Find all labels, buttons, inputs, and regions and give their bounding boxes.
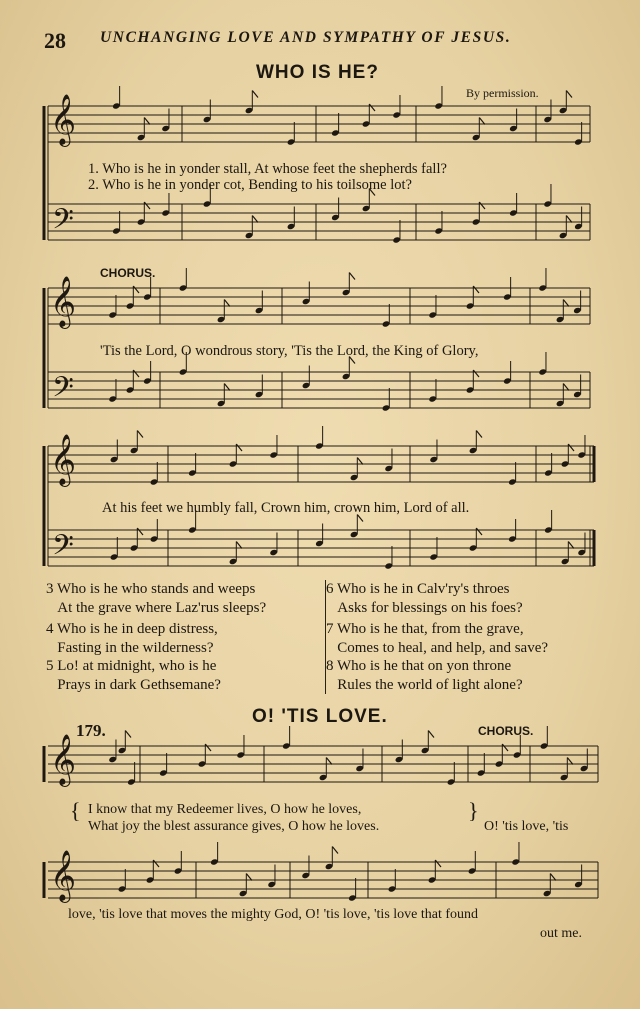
verse-5: 5 Lo! at midnight, who is he Prays in dark Gethsemane?	[46, 658, 221, 693]
treble-note-flag	[357, 458, 363, 465]
verse-2-lyric: 2. Who is he in yonder cot, Bending to his toilsome lot?	[88, 177, 412, 193]
treble-clef: 𝄞	[50, 94, 77, 145]
bass-clef: 𝄢	[52, 371, 74, 411]
hymn2-lyric-3: love, 'tis love that moves the mighty God, O! 'tis love, 'tis love that found	[68, 907, 479, 922]
hymn-title: WHO IS HE?	[256, 62, 379, 83]
hymn2-note-flag	[125, 731, 131, 738]
bass-note-flag	[224, 384, 230, 391]
hymn2-note-flag	[246, 874, 252, 881]
treble-note-flag	[137, 431, 143, 438]
treble-note-flag	[224, 300, 230, 307]
bass-note-flag	[133, 370, 139, 377]
verse-1-lyric: 1. Who is he in yonder stall, At whose feet the shepherds fall?	[88, 161, 447, 177]
verse-6: 6 Who is he in Calv'ry's throes Asks for blessings on his foes?	[326, 581, 523, 616]
hymn2-note-flag	[205, 744, 211, 751]
bass-clef: 𝄢	[52, 203, 74, 243]
bass-note-flag	[476, 528, 482, 535]
hymn2-note-flag	[428, 731, 434, 738]
verse-3: 3 Who is he who stands and weeps At the grave where Laz'rus sleeps?	[46, 581, 267, 616]
treble-note-flag	[252, 91, 258, 98]
hymn-title-2: O! 'TIS LOVE.	[252, 706, 388, 727]
bass-note-flag	[137, 528, 143, 535]
treble-note-flag	[473, 286, 479, 293]
bass-note-flag	[236, 542, 242, 549]
treble-note-flag	[133, 286, 139, 293]
bass-note-flag	[479, 202, 485, 209]
treble-note-flag	[349, 273, 355, 280]
bass-note-flag	[568, 542, 574, 549]
treble-note-flag	[369, 104, 375, 111]
running-title: UNCHANGING LOVE AND SYMPATHY OF JESUS.	[100, 29, 512, 46]
treble-note-flag	[566, 91, 572, 98]
hymn2-lyric-1: I know that my Redeemer lives, O how he loves,	[88, 802, 362, 817]
treble-clef: 𝄞	[50, 434, 77, 485]
bass-clef: 𝄢	[52, 529, 74, 569]
hymn2-note-flag	[502, 744, 508, 751]
treble-note-flag	[476, 431, 482, 438]
treble-note-flag	[568, 444, 574, 451]
verse-4: 4 Who is he in deep distress, Fasting in the wilderness?	[46, 621, 218, 656]
bass-note-flag	[252, 216, 258, 223]
treble-clef: 𝄞	[50, 276, 77, 327]
hymn2-note-flag	[153, 860, 159, 867]
hymn-number: 179.	[76, 721, 106, 740]
chorus-label-2: CHORUS.	[478, 724, 534, 738]
treble-clef: 𝄞	[50, 850, 77, 901]
verse-brace-left: {	[70, 798, 81, 823]
treble-note-flag	[236, 444, 242, 451]
bass-note-flag	[144, 202, 150, 209]
hymn2-chorus-start: O! 'tis love, 'tis	[484, 819, 569, 834]
page-number: 28	[44, 28, 66, 53]
bass-note-flag	[563, 384, 569, 391]
verse-7: 7 Who is he that, from the grave, Comes to heal, and help, and save?	[326, 621, 549, 656]
treble-note-flag	[563, 300, 569, 307]
permission-credit: By permission.	[466, 86, 539, 100]
chorus-lyric-1: 'Tis the Lord, O wondrous story, 'Tis the Lord, the King of Glory,	[100, 343, 479, 359]
hymn2-note-flag	[567, 758, 573, 765]
hymn2-note-flag	[332, 847, 338, 854]
chorus-label: CHORUS.	[100, 266, 156, 280]
verse-brace-right: }	[468, 798, 479, 823]
hymn2-note-flag	[550, 874, 556, 881]
hymn2-lyric-4: out me.	[540, 926, 582, 941]
hymn2-lyric-2: What joy the blest assurance gives, O how he loves.	[88, 819, 380, 834]
verse-8: 8 Who is he that on yon throne Rules the world of light alone?	[326, 658, 523, 693]
bass-note-flag	[473, 370, 479, 377]
hymn2-note-flag	[435, 860, 441, 867]
treble-note-flag	[144, 118, 150, 125]
bass-note-flag	[566, 216, 572, 223]
chorus-lyric-2: At his feet we humbly fall, Crown him, crown him, Lord of all.	[102, 500, 470, 516]
treble-note-flag	[479, 118, 485, 125]
hymn2-note-flag	[326, 758, 332, 765]
treble-clef: 𝄞	[50, 734, 77, 785]
